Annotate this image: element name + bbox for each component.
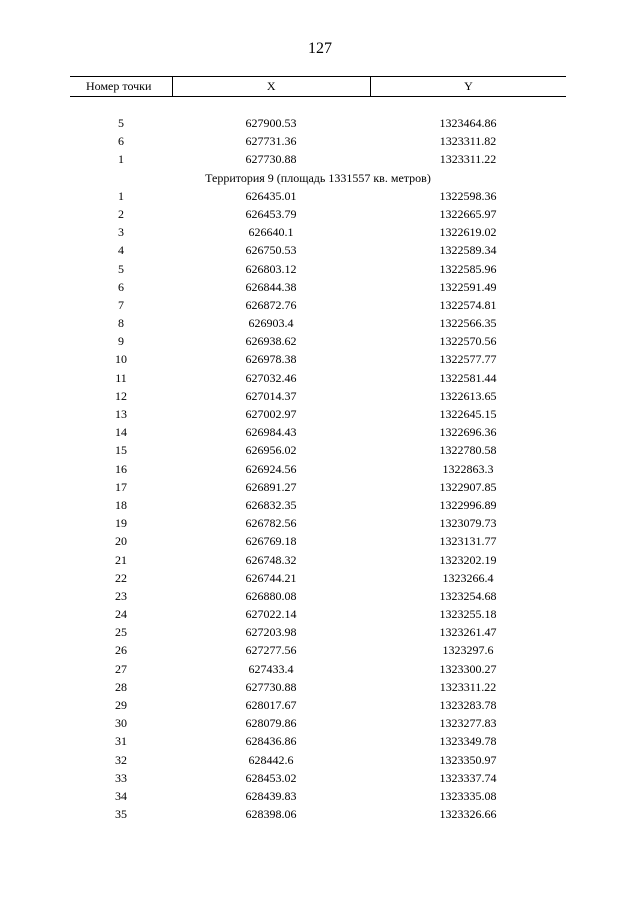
header-point-number: Номер точки: [86, 79, 152, 93]
y-cell: 1323079.73: [439, 516, 497, 531]
point-number-cell: 30: [115, 716, 127, 731]
table-row: [70, 205, 566, 223]
header-y: Y: [370, 77, 566, 96]
x-cell: 628436.86: [245, 734, 297, 749]
point-number-cell: 26: [115, 643, 127, 658]
point-number-cell: 15: [115, 443, 127, 458]
point-number-cell: 1: [118, 152, 124, 167]
point-number-cell: 4: [118, 243, 124, 258]
table-row: [70, 387, 566, 405]
y-cell: 1322996.89: [439, 497, 497, 512]
table-row: [70, 532, 566, 550]
x-cell: 626984.43: [245, 425, 297, 440]
table-row: [70, 605, 566, 623]
y-cell: 1322907.85: [439, 479, 497, 494]
point-number-cell: 18: [115, 497, 127, 512]
x-cell: 627730.88: [245, 152, 297, 167]
x-cell: 628079.86: [245, 716, 297, 731]
x-cell: 628017.67: [245, 698, 297, 712]
y-cell: 1323300.27: [439, 661, 497, 676]
point-number-cell: 21: [115, 552, 127, 567]
y-cell: 1323202.19: [439, 552, 497, 567]
x-cell: 627002.97: [245, 407, 297, 421]
table-row: [70, 787, 566, 805]
table-row: [70, 460, 566, 478]
table-row: [70, 278, 566, 296]
x-cell: 626903.4: [248, 316, 294, 331]
point-number-cell: 9: [118, 334, 124, 349]
y-cell: 1323255.18: [439, 607, 497, 622]
x-cell: 626640.1: [248, 225, 294, 240]
point-number-cell: 2: [118, 206, 124, 221]
y-cell: 1323326.66: [439, 807, 497, 822]
point-number-cell: 8: [118, 316, 124, 331]
x-cell: 626924.56: [245, 461, 297, 476]
x-cell: 626748.32: [245, 552, 297, 567]
x-cell: 626782.56: [245, 516, 297, 531]
y-cell: 1323266.4: [442, 570, 494, 585]
x-cell: 626453.79: [245, 206, 297, 221]
y-cell: 1322598.36: [439, 188, 497, 203]
y-cell: 1322863.3: [442, 461, 494, 476]
point-number-cell: 25: [115, 625, 127, 640]
point-number-cell: 34: [115, 788, 127, 803]
y-cell: 1323337.74: [439, 770, 497, 785]
x-cell: 626872.76: [245, 297, 297, 312]
table-row: [70, 551, 566, 569]
point-number-cell: 3: [118, 225, 124, 240]
table-row: [70, 751, 566, 769]
page-number: 127: [308, 40, 332, 57]
point-number-cell: 6: [118, 134, 124, 149]
header-x: X: [172, 77, 370, 96]
table-row: [70, 150, 566, 168]
point-number-cell: 20: [115, 534, 127, 549]
x-cell: 626744.21: [245, 570, 297, 585]
table-row: [70, 496, 566, 514]
x-cell: 626891.27: [245, 479, 297, 494]
table-row: [70, 623, 566, 641]
table-row: [70, 132, 566, 150]
table-row: [70, 660, 566, 678]
table-row: [70, 587, 566, 605]
x-cell: 626978.38: [245, 352, 297, 367]
table-row: [70, 732, 566, 750]
y-cell: 1322566.35: [439, 316, 497, 331]
table-row: [70, 114, 566, 132]
point-number-cell: 1: [118, 188, 124, 203]
x-cell: 626956.02: [245, 443, 297, 458]
table-header: [70, 76, 566, 97]
y-cell: 1323350.97: [439, 752, 497, 767]
y-cell: 1322696.36: [439, 425, 497, 440]
point-number-cell: 28: [115, 679, 127, 694]
x-cell: 628442.6: [248, 752, 294, 767]
x-cell: 627433.4: [248, 661, 294, 676]
table-body: [70, 114, 566, 823]
point-number-cell: 33: [115, 770, 127, 785]
point-number-cell: 7: [118, 297, 124, 312]
x-cell: 627032.46: [245, 370, 297, 385]
x-cell: 627022.14: [245, 607, 297, 622]
table-row: [70, 478, 566, 496]
coordinates-table: [70, 76, 566, 823]
x-cell: 626803.12: [245, 261, 297, 276]
point-number-cell: 5: [118, 116, 124, 130]
x-cell: 627731.36: [245, 134, 297, 149]
y-cell: 1322780.58: [439, 443, 497, 458]
point-number-cell: 32: [115, 752, 127, 767]
x-cell: 627277.56: [245, 643, 297, 658]
x-cell: 626750.53: [245, 243, 297, 258]
y-cell: 1323254.68: [439, 588, 497, 603]
y-cell: 1323277.83: [439, 716, 497, 731]
y-cell: 1323311.22: [439, 679, 497, 694]
y-cell: 1322613.65: [439, 388, 497, 403]
point-number-cell: 27: [115, 661, 127, 676]
y-cell: 1322619.02: [439, 225, 497, 240]
y-cell: 1323311.82: [439, 134, 497, 149]
x-cell: 626832.35: [245, 497, 297, 512]
table-row: [70, 350, 566, 368]
y-cell: 1322591.49: [439, 279, 497, 294]
y-cell: 1323283.78: [439, 698, 497, 712]
table-row: [70, 769, 566, 787]
point-number-cell: 5: [118, 261, 124, 276]
point-number-cell: 13: [115, 407, 127, 421]
table-row: [70, 223, 566, 241]
point-number-cell: 29: [115, 698, 127, 712]
table-row: [70, 441, 566, 459]
point-number-cell: 10: [115, 352, 127, 367]
table-row: [70, 405, 566, 423]
table-row: [70, 187, 566, 205]
x-cell: 628398.06: [245, 807, 297, 822]
point-number-cell: 22: [115, 570, 127, 585]
y-cell: 1323349.78: [439, 734, 497, 749]
point-number-cell: 12: [115, 388, 127, 403]
point-number-cell: 11: [115, 370, 127, 385]
x-cell: 626769.18: [245, 534, 297, 549]
y-cell: 1322585.96: [439, 261, 497, 276]
x-cell: 628453.02: [245, 770, 297, 785]
table-row: [70, 423, 566, 441]
table-row: [70, 678, 566, 696]
table-row: [70, 369, 566, 387]
y-cell: 1322577.77: [439, 352, 497, 367]
table-row: [70, 696, 566, 714]
table-row: [70, 569, 566, 587]
point-number-cell: 31: [115, 734, 127, 749]
table-row: [70, 805, 566, 823]
y-cell: 1323131.77: [439, 534, 497, 549]
y-cell: 1322574.81: [439, 297, 497, 312]
x-cell: 626435.01: [245, 188, 297, 203]
x-cell: 626844.38: [245, 279, 297, 294]
table-row: [70, 296, 566, 314]
point-number-cell: 23: [115, 588, 127, 603]
y-cell: 1323311.22: [439, 152, 497, 167]
x-cell: 626938.62: [245, 334, 297, 349]
y-cell: 1322645.15: [439, 407, 497, 421]
x-cell: 626880.08: [245, 588, 297, 603]
point-number-cell: 17: [115, 479, 127, 494]
x-cell: 627900.53: [245, 116, 297, 130]
point-number-cell: 6: [118, 279, 124, 294]
y-cell: 1322665.97: [439, 206, 497, 221]
table-row: [70, 241, 566, 259]
y-cell: 1322581.44: [439, 370, 497, 385]
point-number-cell: 19: [115, 516, 127, 531]
y-cell: 1323261.47: [439, 625, 497, 640]
x-cell: 627014.37: [245, 388, 297, 403]
y-cell: 1323335.08: [439, 788, 497, 803]
x-cell: 627730.88: [245, 679, 297, 694]
point-number-cell: 16: [115, 461, 127, 476]
x-cell: 627203.98: [245, 625, 297, 640]
point-number-cell: 24: [115, 607, 127, 622]
table-row: [70, 332, 566, 350]
point-number-cell: 35: [115, 807, 127, 822]
x-cell: 628439.83: [245, 788, 297, 803]
y-cell: 1322589.34: [439, 243, 497, 258]
table-row: [70, 641, 566, 659]
y-cell: 1323297.6: [442, 643, 494, 658]
section-title: Территория 9 (площадь 1331557 кв. метров): [205, 170, 431, 185]
table-row: [70, 314, 566, 332]
table-row: [70, 714, 566, 732]
table-row: [70, 514, 566, 532]
table-row: [70, 260, 566, 278]
y-cell: 1323464.86: [439, 116, 497, 130]
y-cell: 1322570.56: [439, 334, 497, 349]
point-number-cell: 14: [115, 425, 127, 440]
